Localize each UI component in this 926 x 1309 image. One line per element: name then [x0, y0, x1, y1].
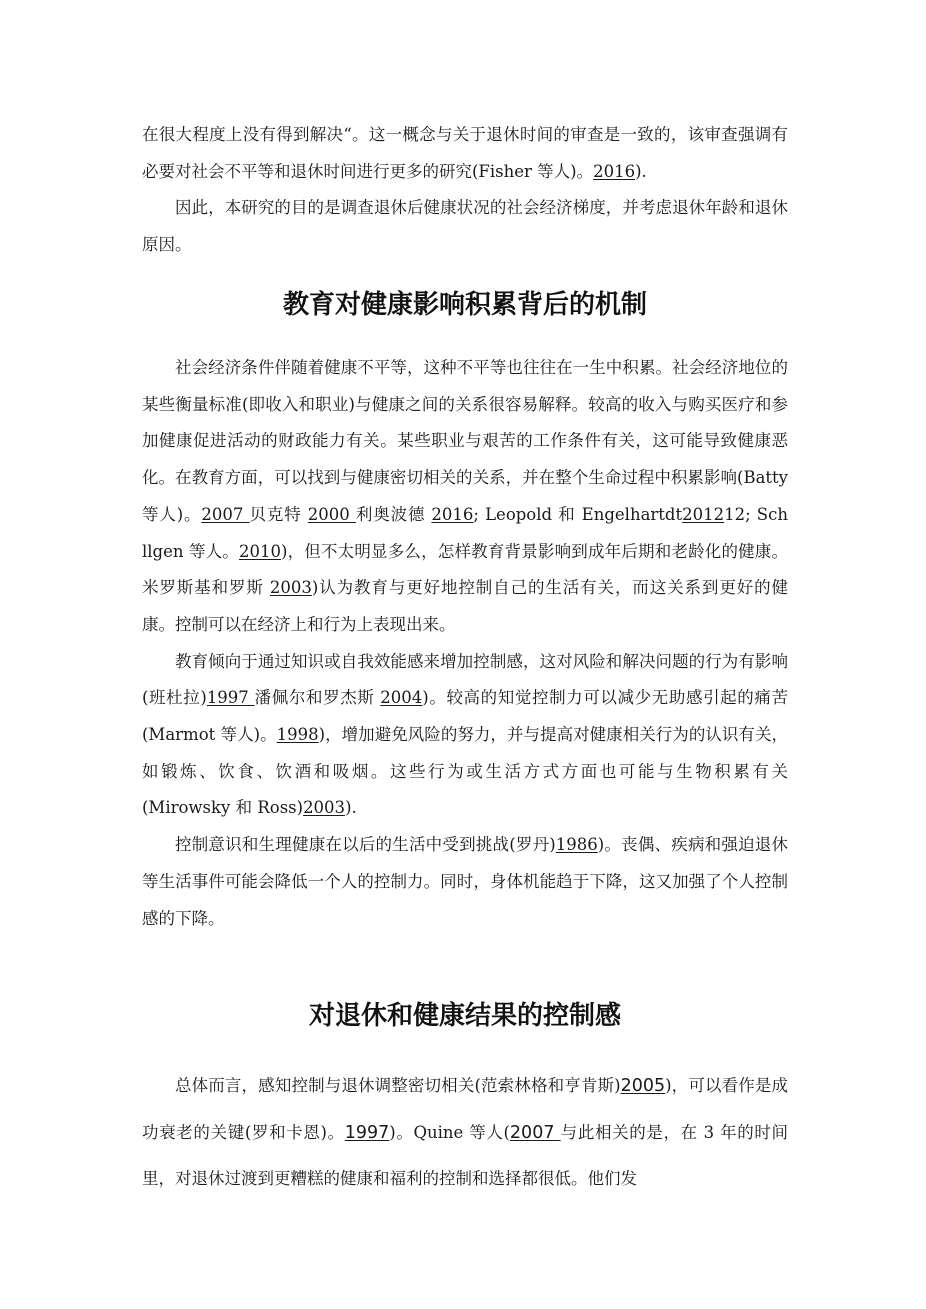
citation-year-link[interactable]: 2012 [682, 504, 725, 524]
text-run: ; Leopold 和 Engelhartdt [473, 504, 683, 524]
intro-paragraph-1 [142, 117, 788, 190]
text-run: 社会经济条件伴随着健康不平等，这种不平等也往往在一生中积累。社会经济地位的某些衡量标准(即收入和职业)与健康之间的关系很容易解释。较高的收入与购买医疗和参加健康促进活动的财政能力有关。某些职业与艰苦的工作条件有关，这可能导致健康恶化。在教育方面，可以找到与健康密切相关的关系，并在整个生命过程中积累影响(Batty 等人)。 [142, 358, 788, 524]
text-run: 潘佩尔和罗杰斯 [254, 688, 381, 708]
text-run: 在很大程度上没有得到解决“。这一概念与关于退休时间的审查是一致的，该审查强调有必要对社会不平等和退休时间进行更多的研究(Fisher 等人)。 [142, 125, 788, 181]
text-run: 因此，本研究的目的是调查退休后健康状况的社会经济梯度，并考虑退休年龄和退休原因。 [142, 198, 788, 255]
citation-year-link[interactable]: 1986 [555, 835, 598, 855]
text-run: )。较高的知觉控制力可以减少无助感引起的痛苦(Marmot 等人)。 [142, 688, 789, 745]
text-run: 利奥波德 [355, 504, 432, 524]
citation-year-link[interactable]: 1997 [344, 1122, 390, 1143]
text-run: )，可以看作是成功衰老的关键(罗和卡恩)。 [142, 1076, 789, 1142]
text-run: 总体而言，感知控制与退休调整密切相关(范索林格和亨肯斯) [175, 1076, 621, 1095]
text-run: 教育倾向于通过知识或自我效能感来增加控制感，这对风险和解决问题的行为有影响(班杜拉) [142, 651, 788, 708]
text-run: ). [635, 161, 647, 181]
control-paragraph-1 [142, 1063, 788, 1202]
mechanisms-paragraph-1 [142, 350, 788, 644]
citation-year-link[interactable]: 2003 [303, 798, 346, 818]
text-run: 控制意识和生理健康在以后的生活中受到挑战(罗丹) [175, 835, 556, 855]
section-heading-mechanisms: 教育对健康影响积累背后的机制 [282, 290, 647, 320]
citation-year-link[interactable]: 2000 [307, 504, 356, 524]
text-run: )。Quine 等人( [389, 1122, 510, 1142]
citation-year-link[interactable]: 1997 [206, 688, 255, 708]
section-heading-control: 对退休和健康结果的控制感 [308, 1001, 621, 1031]
intro-block [142, 117, 788, 264]
text-run: ). [345, 798, 357, 818]
section-mechanisms-body [142, 350, 788, 937]
citation-year-link[interactable]: 2007 [201, 504, 250, 524]
text-run: )认为教育与更好地控制自己的生活有关，而这关系到更好的健康。控制可以在经济上和行为上表现出来。 [142, 578, 788, 634]
text-run: 12; Sch llgen 等人。 [142, 504, 788, 561]
citation-year-link[interactable]: 2005 [620, 1076, 666, 1096]
text-run: )。丧偶、疾病和强迫退休等生活事件可能会降低一个人的控制力。同时，身体机能趋于下降，这又加强了个人控制感的下降。 [142, 835, 789, 928]
citation-year-link[interactable]: 2016 [431, 504, 474, 524]
mechanisms-paragraph-3 [142, 827, 788, 937]
text-run: 与此相关的是，在 3 年的时间里，对退休过渡到更糟糕的健康和福利的控制和选择都很低。他们发 [142, 1122, 788, 1188]
citation-year-link[interactable]: 2010 [239, 541, 281, 561]
text-run: )，增加避免风险的努力，并与提高对健康相关行为的认识有关，如锻炼、饮食、饮酒和吸烟。这些行为或生活方式方面也可能与生物积累有关(Mirowsky 和 Ross) [142, 725, 789, 818]
section-control-body [142, 1063, 788, 1202]
citation-year-link[interactable]: 2007 [509, 1122, 561, 1143]
citation-year-link[interactable]: 2016 [593, 161, 636, 181]
text-run: )，但不太明显多么，怎样教育背景影响到成年后期和老龄化的健康。米罗斯基和罗斯 [142, 541, 788, 598]
intro-paragraph-2 [142, 190, 788, 263]
mechanisms-paragraph-2 [142, 644, 788, 828]
citation-year-link[interactable]: 1998 [276, 725, 319, 745]
citation-year-link[interactable]: 2004 [380, 688, 423, 708]
text-run: 贝克特 [249, 504, 308, 524]
citation-year-link[interactable]: 2003 [269, 578, 312, 598]
